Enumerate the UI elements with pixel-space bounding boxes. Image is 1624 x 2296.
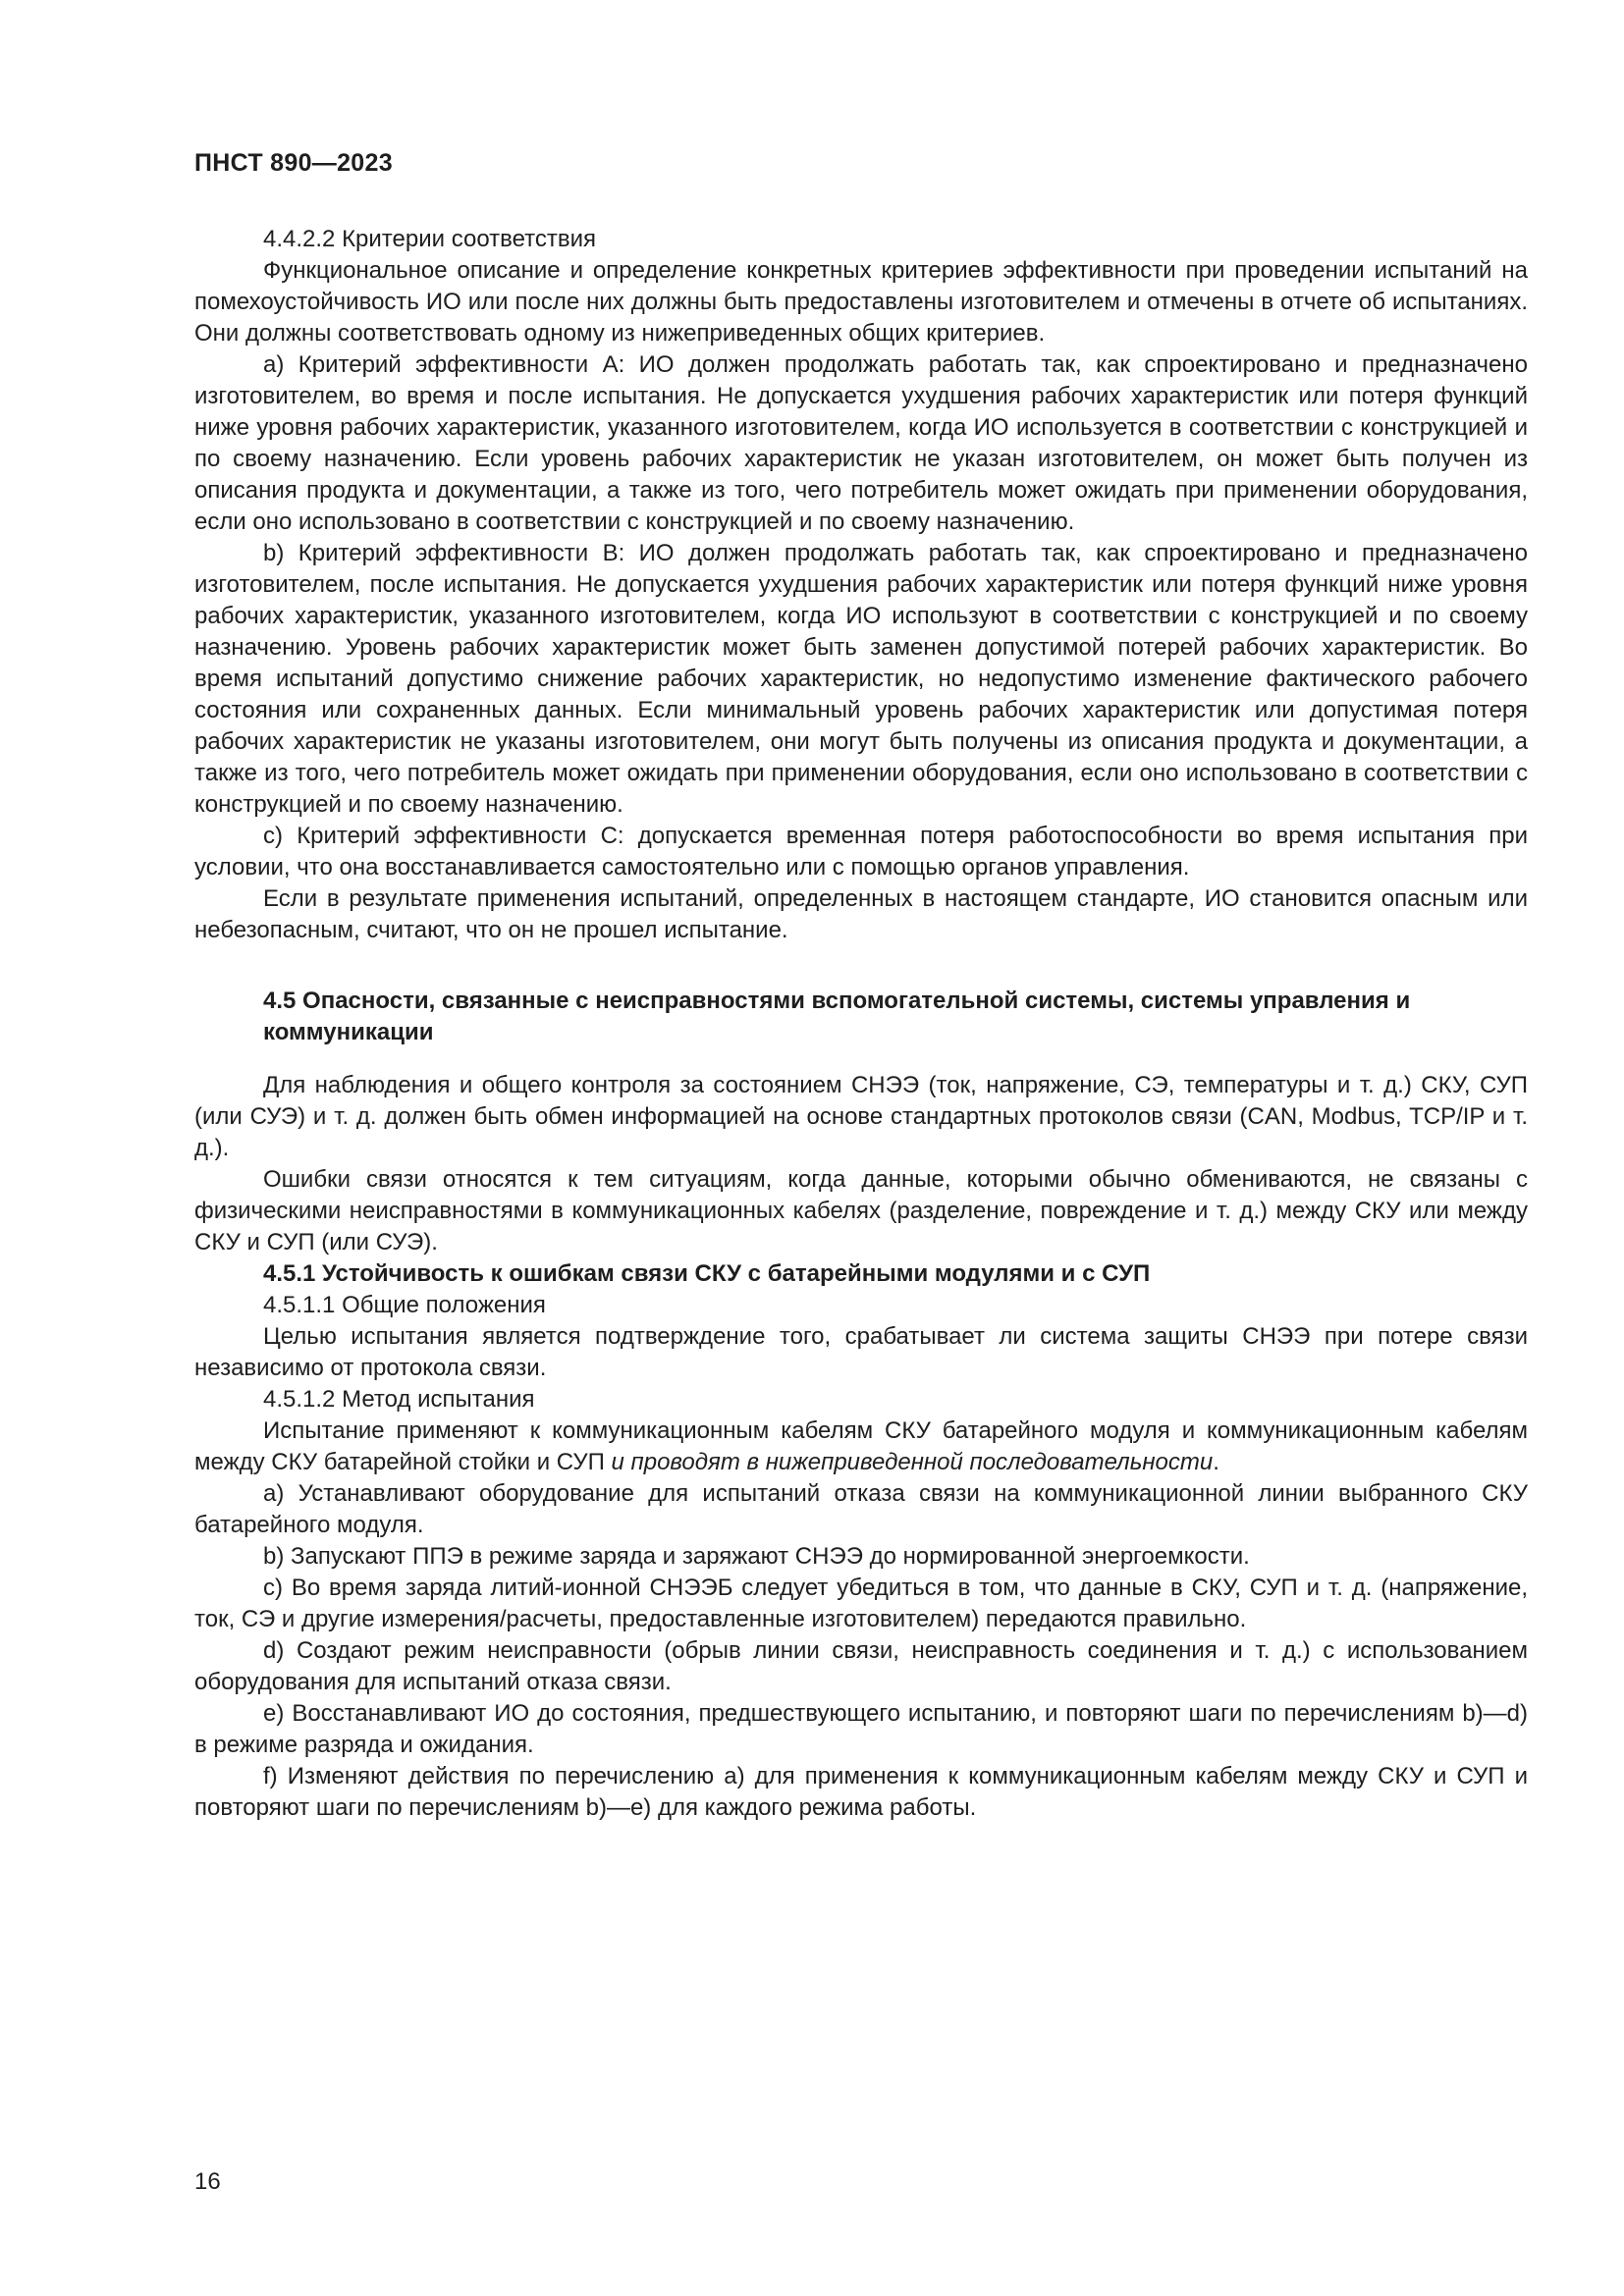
test-step-f: f) Изменяют действия по перечислению а) для применения к коммуникационным кабелям между СКУ и СУП и повторяют шаги по перечислениям b)—e) для каждого режима работы. <box>194 1763 1528 1821</box>
clause-4-5-1-1-heading: 4.5.1.1 Общие положения <box>263 1292 546 1318</box>
clause-4-5-1-2-text <box>194 1415 1528 1478</box>
section-4-5-1-heading: 4.5.1 Устойчивость к ошибкам связи СКУ с батарейными модулями и с СУП <box>263 1260 1151 1287</box>
section-4-5-paragraph-1: Для наблюдения и общего контроля за состоянием СНЭЭ (ток, напряжение, СЭ, температуры и т. д.) СКУ, СУП (или СУЭ) и т. д. должен быть обмен информацией на основе стандартных протоколов связи (CAN, Modbus, TCP/IP и т. д.). <box>194 1072 1528 1161</box>
criteria-closing-paragraph: Если в результате применения испытаний, определенных в настоящем стандарте, ИО становится опасным или небезопасным, считают, что он не прошел испытание. <box>194 885 1528 943</box>
section-4-5-heading: 4.5 Опасности, связанные с неисправностями вспомогательной системы, системы управления и коммуникации <box>263 988 1411 1045</box>
test-step-a: а) Устанавливают оборудование для испытаний отказа связи на коммуникационной линии выбранного СКУ батарейного модуля. <box>194 1480 1528 1538</box>
page-number: 16 <box>194 2168 221 2195</box>
criterion-a-paragraph: а) Критерий эффективности А: ИО должен продолжать работать так, как спроектировано и предназначено изготовителем, во время и после испытания. Не допускается ухудшения рабочих характеристик или потеря функций ниже уровня рабочих характеристик, указанного изготовителем, когда ИО используется в соответствии с конструкцией и по своему назначению. Если уровень рабочих характеристик не указан изготовителем, он может быть получен из описания продукта и документации, а также из того, чего потребитель может ожидать при применении оборудования, если оно использовано в соответствии с конструкцией и по своему назначению. <box>194 351 1528 535</box>
document-designation: ПНСТ 890—2023 <box>194 149 393 177</box>
criteria-intro-paragraph: Функциональное описание и определение конкретных критериев эффективности при проведении испытаний на помехоустойчивость ИО или после них должны быть предоставлены изготовителем и отмечены в отчете об испытаниях. Они должны соответствовать одному из нижеприведенных общих критериев. <box>194 257 1528 347</box>
document-body <box>194 224 1528 1824</box>
clause-4-5-1-2-heading: 4.5.1.2 Метод испытания <box>263 1386 535 1413</box>
test-method-text: Испытание применяют к коммуникационным кабелям СКУ батарейного модуля и коммуникационным кабелям между СКУ батарейной стойки и СУП <box>194 1417 1528 1475</box>
criterion-c-paragraph: с) Критерий эффективности С: допускается временная потеря работоспособности во время испытания при условии, что она восстанавливается самостоятельно или с помощью органов управления. <box>194 823 1528 881</box>
section-4-5-paragraph-2: Ошибки связи относятся к тем ситуациям, когда данные, которыми обычно обмениваются, не связаны с физическими неисправностями в коммуникационных кабелях (разделение, повреждение и т. д.) между СКУ или между СКУ и СУП (или СУЭ). <box>194 1166 1528 1255</box>
test-method-text-end: . <box>1213 1449 1219 1475</box>
clause-4-4-2-2-heading: 4.4.2.2 Критерии соответствия <box>263 226 597 252</box>
clause-4-5-1-1-text: Целью испытания является подтверждение того, срабатывает ли система защиты СНЭЭ при потере связи независимо от протокола связи. <box>194 1323 1528 1381</box>
criterion-b-paragraph: b) Критерий эффективности В: ИО должен продолжать работать так, как спроектировано и предназначено изготовителем, после испытания. Не допускается ухудшения рабочих характеристик или потеря функций ниже уровня рабочих характеристик, указанного изготовителем, когда ИО используют в соответствии с конструкцией и по своему назначению. Уровень рабочих характеристик может быть заменен допустимой потерей рабочих характеристик. Во время испытаний допустимо снижение рабочих характеристик, но недопустимо изменение фактического рабочего состояния или сохраненных данных. Если минимальный уровень рабочих характеристик или допустимая потеря рабочих характеристик не указаны изготовителем, они могут быть получены из описания продукта и документации, а также из того, чего потребитель может ожидать при применении оборудования, если оно использовано в соответствии с конструкцией и по своему назначению. <box>194 540 1528 818</box>
test-step-d: d) Создают режим неисправности (обрыв линии связи, неисправность соединения и т. д.) с использованием оборудования для испытаний отказа связи. <box>194 1637 1528 1695</box>
test-step-c: c) Во время заряда литий-ионной СНЭЭБ следует убедиться в том, что данные в СКУ, СУП и т. д. (напряжение, ток, СЭ и другие измерения/расчеты, предоставленные изготовителем) передаются правильно. <box>194 1575 1528 1632</box>
test-step-b: b) Запускают ППЭ в режиме заряда и заряжают СНЭЭ до нормированной энергоемкости. <box>263 1543 1250 1570</box>
test-method-italic-text: и проводят в нижеприведенной последовательности <box>611 1449 1214 1475</box>
test-step-e: e) Восстанавливают ИО до состояния, предшествующего испытанию, и повторяют шаги по перечислениям b)—d) в режиме разряда и ожидания. <box>194 1700 1528 1758</box>
